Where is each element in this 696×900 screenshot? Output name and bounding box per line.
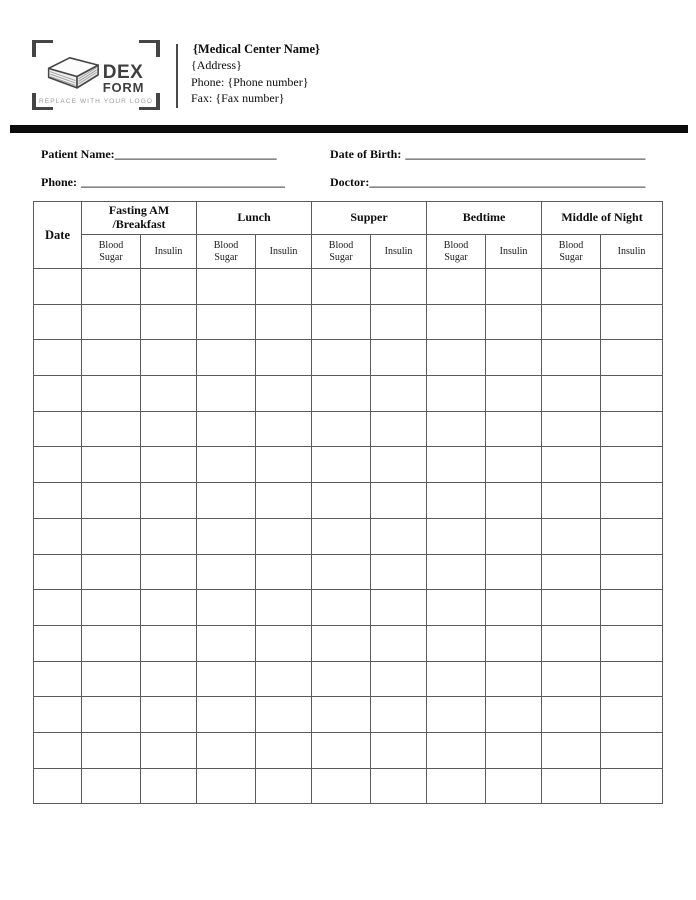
logo-tagline: REPLACE WITH YOUR LOGO [38, 98, 154, 105]
log-entry-cell[interactable] [601, 376, 663, 412]
log-entry-cell[interactable] [542, 411, 601, 447]
log-entry-cell[interactable] [371, 661, 427, 697]
log-entry-cell[interactable] [486, 447, 542, 483]
subheader-blood-sugar: Blood Sugar [82, 235, 141, 269]
log-entry-cell[interactable] [82, 483, 141, 519]
date-entry-cell[interactable] [34, 483, 82, 519]
log-entry-cell[interactable] [601, 554, 663, 590]
date-entry-cell[interactable] [34, 447, 82, 483]
log-entry-cell[interactable] [141, 340, 197, 376]
phone-field [41, 175, 285, 190]
log-row [34, 590, 663, 626]
corner-bracket-icon [139, 40, 160, 57]
log-entry-cell[interactable] [256, 376, 312, 412]
log-entry-cell[interactable] [141, 661, 197, 697]
log-entry-cell[interactable] [197, 768, 256, 804]
subheader-insulin: Insulin [141, 235, 197, 269]
date-entry-cell[interactable] [34, 518, 82, 554]
log-entry-cell[interactable] [601, 697, 663, 733]
log-entry-cell[interactable] [427, 340, 486, 376]
group-header-fasting: Fasting AM /Breakfast [82, 202, 197, 235]
log-entry-cell[interactable] [82, 625, 141, 661]
log-entry-cell[interactable] [312, 661, 371, 697]
log-entry-cell[interactable] [427, 304, 486, 340]
log-entry-cell[interactable] [601, 768, 663, 804]
log-entry-cell[interactable] [371, 447, 427, 483]
log-table-body [34, 269, 663, 804]
log-entry-cell[interactable] [256, 304, 312, 340]
log-entry-cell[interactable] [312, 625, 371, 661]
log-entry-cell[interactable] [197, 590, 256, 626]
blood-sugar-log-table [33, 201, 663, 804]
log-entry-cell[interactable] [197, 447, 256, 483]
log-entry-cell[interactable] [82, 590, 141, 626]
subheader-insulin: Insulin [486, 235, 542, 269]
log-entry-cell[interactable] [427, 768, 486, 804]
subheader-insulin: Insulin [371, 235, 427, 269]
log-entry-cell[interactable] [371, 590, 427, 626]
log-entry-cell[interactable] [601, 304, 663, 340]
date-entry-cell[interactable] [34, 697, 82, 733]
date-entry-cell[interactable] [34, 304, 82, 340]
log-entry-cell[interactable] [312, 304, 371, 340]
log-entry-cell[interactable] [371, 269, 427, 305]
log-entry-cell[interactable] [371, 625, 427, 661]
log-entry-cell[interactable] [542, 732, 601, 768]
log-row [34, 768, 663, 804]
log-entry-cell[interactable] [256, 483, 312, 519]
patient-name-blank-line[interactable]: ___________________________ [114, 147, 277, 161]
log-entry-cell[interactable] [601, 625, 663, 661]
log-entry-cell[interactable] [486, 661, 542, 697]
log-row [34, 732, 663, 768]
log-entry-cell[interactable] [141, 483, 197, 519]
log-entry-cell[interactable] [256, 625, 312, 661]
log-entry-cell[interactable] [197, 625, 256, 661]
log-entry-cell[interactable] [141, 590, 197, 626]
log-entry-cell[interactable] [82, 732, 141, 768]
log-entry-cell[interactable] [256, 661, 312, 697]
log-entry-cell[interactable] [141, 554, 197, 590]
log-entry-cell[interactable] [371, 518, 427, 554]
log-entry-cell[interactable] [427, 518, 486, 554]
log-entry-cell[interactable] [312, 411, 371, 447]
log-entry-cell[interactable] [601, 732, 663, 768]
clinic-name: {Medical Center Name} [193, 42, 320, 56]
dob-blank-line[interactable]: ________________________________________ [405, 147, 646, 161]
log-entry-cell[interactable] [256, 340, 312, 376]
log-entry-cell[interactable] [197, 554, 256, 590]
clinic-phone: Phone: {Phone number} [191, 74, 309, 89]
date-entry-cell[interactable] [34, 269, 82, 305]
log-entry-cell[interactable] [427, 269, 486, 305]
log-entry-cell[interactable] [141, 447, 197, 483]
log-entry-cell[interactable] [197, 340, 256, 376]
log-entry-cell[interactable] [312, 269, 371, 305]
log-entry-cell[interactable] [486, 483, 542, 519]
log-entry-cell[interactable] [371, 554, 427, 590]
log-entry-cell[interactable] [427, 590, 486, 626]
log-entry-cell[interactable] [197, 661, 256, 697]
log-row [34, 661, 663, 697]
log-entry-cell[interactable] [371, 768, 427, 804]
section-divider-bar [10, 125, 688, 133]
log-entry-cell[interactable] [256, 697, 312, 733]
log-entry-cell[interactable] [141, 768, 197, 804]
log-entry-cell[interactable] [82, 269, 141, 305]
log-entry-cell[interactable] [601, 483, 663, 519]
log-entry-cell[interactable] [427, 447, 486, 483]
log-entry-cell[interactable] [256, 518, 312, 554]
log-entry-cell[interactable] [427, 697, 486, 733]
column-header-date: Date [34, 202, 82, 269]
log-entry-cell[interactable] [542, 269, 601, 305]
log-entry-cell[interactable] [82, 697, 141, 733]
log-entry-cell[interactable] [427, 554, 486, 590]
log-entry-cell[interactable] [371, 304, 427, 340]
log-entry-cell[interactable] [82, 518, 141, 554]
log-entry-cell[interactable] [542, 661, 601, 697]
clinic-fax: Fax: {Fax number} [191, 90, 285, 105]
log-entry-cell[interactable] [601, 590, 663, 626]
log-entry-cell[interactable] [141, 625, 197, 661]
clinic-address: {Address} [191, 58, 242, 73]
subheader-blood-sugar: Blood Sugar [542, 235, 601, 269]
log-entry-cell[interactable] [486, 768, 542, 804]
log-row [34, 340, 663, 376]
log-entry-cell[interactable] [427, 483, 486, 519]
log-entry-cell[interactable] [601, 447, 663, 483]
log-entry-cell[interactable] [197, 411, 256, 447]
doctor-field [330, 175, 645, 190]
log-entry-cell[interactable] [82, 376, 141, 412]
log-entry-cell[interactable] [312, 768, 371, 804]
log-entry-cell[interactable] [312, 483, 371, 519]
log-entry-cell[interactable] [601, 661, 663, 697]
group-header-supper: Supper [312, 202, 427, 235]
log-entry-cell[interactable] [486, 732, 542, 768]
log-entry-cell[interactable] [82, 411, 141, 447]
log-row [34, 304, 663, 340]
log-entry-cell[interactable] [82, 554, 141, 590]
date-entry-cell[interactable] [34, 732, 82, 768]
date-entry-cell[interactable] [34, 661, 82, 697]
log-entry-cell[interactable] [197, 376, 256, 412]
doctor-blank-line[interactable]: ______________________________________________ [369, 175, 646, 189]
log-entry-cell[interactable] [486, 697, 542, 733]
corner-bracket-icon [32, 40, 53, 57]
subheader-blood-sugar: Blood Sugar [312, 235, 371, 269]
log-entry-cell[interactable] [542, 483, 601, 519]
log-entry-cell[interactable] [82, 340, 141, 376]
date-entry-cell[interactable] [34, 590, 82, 626]
log-entry-cell[interactable] [542, 518, 601, 554]
log-entry-cell[interactable] [542, 376, 601, 412]
date-entry-cell[interactable] [34, 376, 82, 412]
log-entry-cell[interactable] [141, 411, 197, 447]
log-entry-cell[interactable] [141, 732, 197, 768]
log-entry-cell[interactable] [542, 768, 601, 804]
log-entry-cell[interactable] [312, 590, 371, 626]
log-entry-cell[interactable] [542, 304, 601, 340]
log-entry-cell[interactable] [601, 340, 663, 376]
subheader-insulin: Insulin [601, 235, 663, 269]
log-entry-cell[interactable] [486, 518, 542, 554]
brand-top-text: DEX [102, 62, 144, 83]
log-entry-cell[interactable] [601, 269, 663, 305]
log-entry-cell[interactable] [312, 518, 371, 554]
log-row [34, 269, 663, 305]
date-entry-cell[interactable] [34, 625, 82, 661]
log-entry-cell[interactable] [256, 554, 312, 590]
log-entry-cell[interactable] [312, 340, 371, 376]
log-row [34, 376, 663, 412]
log-entry-cell[interactable] [542, 554, 601, 590]
log-entry-cell[interactable] [601, 411, 663, 447]
subheader-insulin: Insulin [256, 235, 312, 269]
log-entry-cell[interactable] [486, 411, 542, 447]
log-entry-cell[interactable] [197, 483, 256, 519]
log-entry-cell[interactable] [256, 768, 312, 804]
log-entry-cell[interactable] [486, 625, 542, 661]
log-entry-cell[interactable] [312, 732, 371, 768]
group-header-lunch: Lunch [197, 202, 312, 235]
log-row [34, 483, 663, 519]
dob-field [330, 147, 645, 162]
log-entry-cell[interactable] [197, 518, 256, 554]
log-entry-cell[interactable] [197, 732, 256, 768]
log-entry-cell[interactable] [427, 411, 486, 447]
log-entry-cell[interactable] [82, 768, 141, 804]
dob-label: Date of Birth: [330, 147, 402, 161]
log-entry-cell[interactable] [82, 447, 141, 483]
group-header-bedtime: Bedtime [427, 202, 542, 235]
clinic-info-block [191, 41, 320, 106]
phone-label: Phone: [41, 175, 77, 189]
date-entry-cell[interactable] [34, 768, 82, 804]
log-entry-cell[interactable] [256, 269, 312, 305]
log-entry-cell[interactable] [427, 376, 486, 412]
patient-name-field [41, 147, 277, 162]
log-entry-cell[interactable] [486, 269, 542, 305]
log-entry-cell[interactable] [371, 411, 427, 447]
log-entry-cell[interactable] [542, 340, 601, 376]
date-entry-cell[interactable] [34, 340, 82, 376]
log-entry-cell[interactable] [197, 304, 256, 340]
subheader-blood-sugar: Blood Sugar [427, 235, 486, 269]
log-entry-cell[interactable] [141, 304, 197, 340]
log-entry-cell[interactable] [371, 732, 427, 768]
logo-divider-line [176, 44, 178, 108]
log-entry-cell[interactable] [371, 483, 427, 519]
log-entry-cell[interactable] [427, 661, 486, 697]
log-row [34, 447, 663, 483]
log-entry-cell[interactable] [256, 447, 312, 483]
log-entry-cell[interactable] [141, 697, 197, 733]
log-entry-cell[interactable] [256, 590, 312, 626]
log-entry-cell[interactable] [312, 447, 371, 483]
log-entry-cell[interactable] [256, 411, 312, 447]
log-entry-cell[interactable] [197, 269, 256, 305]
dexform-logo [48, 56, 144, 102]
phone-blank-line[interactable]: __________________________________ [81, 175, 285, 189]
date-entry-cell[interactable] [34, 554, 82, 590]
date-entry-cell[interactable] [34, 411, 82, 447]
log-entry-cell[interactable] [427, 625, 486, 661]
log-row [34, 411, 663, 447]
log-entry-cell[interactable] [542, 590, 601, 626]
log-entry-cell[interactable] [141, 269, 197, 305]
log-entry-cell[interactable] [486, 590, 542, 626]
logo-placeholder-frame [32, 40, 160, 110]
log-entry-cell[interactable] [371, 340, 427, 376]
log-entry-cell[interactable] [371, 376, 427, 412]
log-row [34, 625, 663, 661]
log-entry-cell[interactable] [486, 340, 542, 376]
subheader-blood-sugar: Blood Sugar [197, 235, 256, 269]
brand-wordmark [103, 64, 144, 94]
log-row [34, 554, 663, 590]
group-header-middle-of-night: Middle of Night [542, 202, 663, 235]
log-entry-cell[interactable] [427, 732, 486, 768]
log-entry-cell[interactable] [486, 376, 542, 412]
brand-bottom-text: FORM [102, 80, 145, 95]
log-entry-cell[interactable] [141, 518, 197, 554]
log-entry-cell[interactable] [82, 661, 141, 697]
patient-name-label: Patient Name: [41, 147, 115, 161]
log-entry-cell[interactable] [312, 376, 371, 412]
log-entry-cell[interactable] [542, 697, 601, 733]
log-entry-cell[interactable] [542, 447, 601, 483]
doctor-label: Doctor: [330, 175, 370, 189]
paper-stack-icon [48, 56, 100, 102]
log-entry-cell[interactable] [141, 376, 197, 412]
log-entry-cell[interactable] [601, 518, 663, 554]
log-entry-cell[interactable] [371, 697, 427, 733]
log-row [34, 697, 663, 733]
log-entry-cell[interactable] [312, 697, 371, 733]
log-entry-cell[interactable] [82, 304, 141, 340]
log-entry-cell[interactable] [542, 625, 601, 661]
log-entry-cell[interactable] [486, 304, 542, 340]
log-entry-cell[interactable] [312, 554, 371, 590]
log-row [34, 518, 663, 554]
log-entry-cell[interactable] [197, 697, 256, 733]
log-entry-cell[interactable] [256, 732, 312, 768]
log-entry-cell[interactable] [486, 554, 542, 590]
